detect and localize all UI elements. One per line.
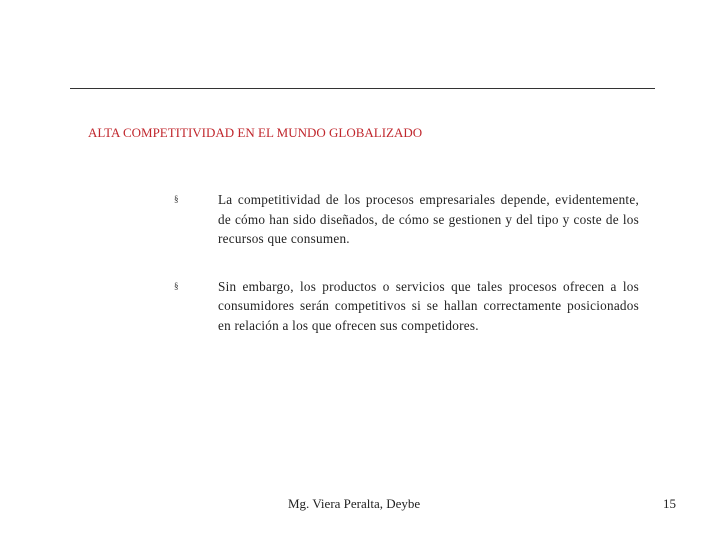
bullet-marker-icon: §	[174, 280, 179, 291]
page-number: 15	[663, 496, 676, 511]
bullet-marker-icon: §	[174, 194, 179, 204]
slide-title: ALTA COMPETITIVIDAD EN EL MUNDO GLOBALIZADO	[88, 125, 423, 140]
footer-author: Mg. Viera Peralta, Deybe	[288, 496, 421, 511]
bullet-item	[174, 190, 639, 249]
bullet-list	[174, 190, 639, 363]
bullet-text: Sin embargo, los productos o servicios que tales procesos ofrecen a los consumidores serán competitivos si se hallan correctamente posicionados en relación a los que ofrecen sus competidores.	[218, 278, 639, 333]
bullet-text: La competitividad de los procesos empresariales depende, evidentemente, de cómo han sido diseñados, de cómo se gestionen y del tipo y coste de los recursos que consumen.	[218, 192, 639, 246]
bullet-item	[174, 277, 639, 336]
header-divider	[70, 88, 655, 89]
